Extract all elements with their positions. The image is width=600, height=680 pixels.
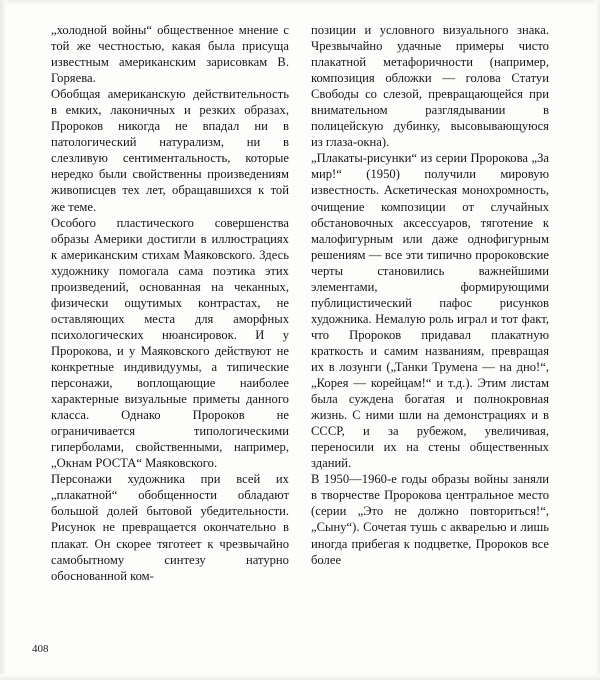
column-right (311, 22, 549, 622)
paragraph: Обобщая американскую действительность в емких, лаконичных и резких образах, Пророков никогда не впадал ни в патологический натурализм, ни в слезливую сентиментальность, которые нередко были свойственны произведениям живописцев тех лет, обращавшихся к той же теме. (51, 87, 289, 214)
column-left (51, 22, 289, 622)
paragraph: В 1950—1960-е годы образы войны заняли в творчестве Пророкова центральное место (серии „Это не должно повториться!“, „Сыну“). Сочетая тушь с акварелью и лишь иногда прибегая к подцветке, Пророков все более (311, 472, 549, 567)
scan-edge-top (0, 0, 600, 5)
paragraph: „Плакаты-рисунки“ из серии Пророкова „За мир!“ (1950) получили мировую известность. Аскетическая монохромность, очищение композиции от случайных обстановочных аксессуаров, тяготение к малофигурным или даже однофигурным решениям — все эти типично пророковские черты становились важнейшими элементами, формирующими публицистический пафос рисунков художника. Немалую роль играл и тот факт, что Пророков придавал плакатную краткость и самим названиям, превращая их в лозунги („Танки Трумена — на дно!“, „Корея — корейцам!“ и т.д.). Этим листам была суждена богатая и полнокровная жизнь. С ними шли на демонстрациях и в СССР, и за рубежом, увеличивая, переносили их на стены общественных зданий. (311, 151, 549, 471)
paragraph: Персонажи художника при всей их „плакатной“ обобщенности обладают большой долей бытовой убедительности. Рисунок не превращается окончательно в плакат. Он скорее тяготеет к чрезвычайно самобытному синтезу натурно обоснованной ком- (51, 472, 289, 583)
page-text-body (0, 22, 600, 622)
paragraph: Особого пластического совершенства образы Америки достигли в иллюстрациях к американским стихам Маяковского. Здесь художнику помогала сама поэтика этих произведений, основанная на чеканных, физически ощутимых контрастах, не оставляющих места для аморфных психологических нюансировок. И у Пророкова, и у Маяковского действуют не конкретные индивидуумы, а типические персонажи, воплощающие наиболее характерные визуальные приметы данного класса. Однако Пророков не ограничивается типологическими гиперболами, свойственными, например, „Окнам РОСТА“ Маяковского. (51, 215, 289, 471)
paragraph: „холодной войны“ общественное мнение с той же честностью, какая была присуща известным американским зарисовкам В. Горяева. (51, 23, 289, 86)
page-number: 408 (32, 643, 49, 655)
paragraph: позиции и условного визуального знака. Чрезвычайно удачные примеры чисто плакатной метафоричности (например, композиция обложки — голова Статуи Свободы со слезой, превращающейся при внимательном разглядывании в полицейскую дубинку, высовывающуюся из глаза-окна). (311, 23, 549, 150)
scan-edge-bottom (0, 674, 600, 680)
